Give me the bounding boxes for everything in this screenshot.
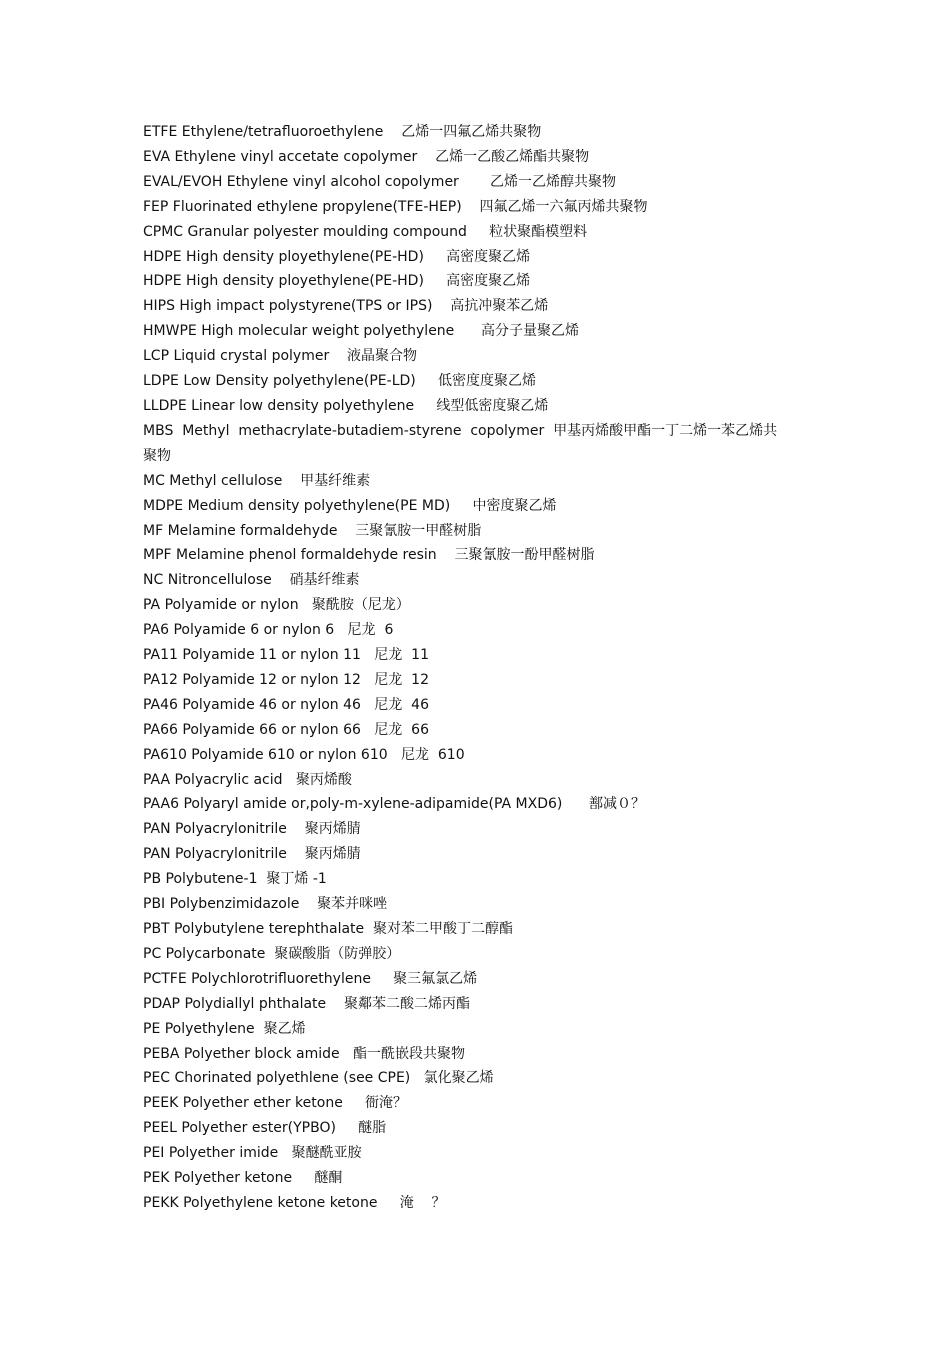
- list-item: PA Polyamide or nylon 聚酰胺（尼龙）: [143, 597, 410, 614]
- list-item: HIPS High impact polystyrene(TPS or IPS) 高抗冲聚苯乙烯: [143, 298, 549, 315]
- list-item: MBS Methyl methacrylate-butadiem-styrene copolymer 甲基丙烯酸甲酯一丁二烯一苯乙烯共聚物: [143, 422, 778, 464]
- list-item: MF Melamine formaldehyde 三聚氰胺一甲醛树脂: [143, 522, 482, 539]
- abbreviation-list: [143, 120, 783, 1216]
- list-item: PA6 Polyamide 6 or nylon 6 尼龙 6: [143, 622, 394, 639]
- list-item: PAA Polyacrylic acid 聚丙烯酸: [143, 771, 352, 788]
- list-item: PB Polybutene-1 聚丁烯 -1: [143, 871, 327, 888]
- list-item: LCP Liquid crystal polymer 液晶聚合物: [143, 348, 418, 365]
- list-item: PEEL Polyether ester(YPBO) 醚脂: [143, 1120, 387, 1137]
- list-item: PAA6 Polyaryl amide or,poly-m-xylene-adipamide(PA MXD6) 鄯减０？: [143, 796, 646, 813]
- list-item: PEKK Polyethylene ketone ketone 淹 ？: [143, 1194, 446, 1211]
- list-item: PA46 Polyamide 46 or nylon 46 尼龙 46: [143, 696, 429, 713]
- list-item: MC Methyl cellulose 甲基纤维素: [143, 472, 371, 489]
- list-item: MPF Melamine phenol formaldehyde resin 三聚氰胺一酚甲醛树脂: [143, 547, 595, 564]
- list-item: LLDPE Linear low density polyethylene 线型低密度聚乙烯: [143, 397, 549, 414]
- list-item: PAN Polyacrylonitrile 聚丙烯腈: [143, 846, 361, 863]
- list-item: PA12 Polyamide 12 or nylon 12 尼龙 12: [143, 671, 429, 688]
- list-item: MDPE Medium density polyethylene(PE MD) 中密度聚乙烯: [143, 497, 557, 514]
- list-item: PEI Polyether imide 聚醚酰亚胺: [143, 1145, 362, 1162]
- list-item: PEBA Polyether block amide 酯一酰嵌段共聚物: [143, 1045, 465, 1062]
- list-item: HMWPE High molecular weight polyethylene 高分子量聚乙烯: [143, 323, 579, 340]
- list-item: PBT Polybutylene terephthalate 聚对苯二甲酸丁二醇酯: [143, 921, 514, 937]
- list-item: PAN Polyacrylonitrile 聚丙烯腈: [143, 821, 361, 838]
- list-item: PEC Chorinated polyethlene (see CPE) 氯化聚乙烯: [143, 1070, 494, 1087]
- list-item: HDPE High density ployethylene(PE-HD) 高密度聚乙烯: [143, 248, 531, 265]
- list-item: ETFE Ethylene/tetrafluoroethylene 乙烯一四氟乙烯共聚物: [143, 124, 542, 140]
- list-item: EVAL/EVOH Ethylene vinyl alcohol copolymer 乙烯一乙烯醇共聚物: [143, 173, 616, 190]
- list-item: HDPE High density ployethylene(PE-HD) 高密度聚乙烯: [143, 273, 531, 290]
- list-item: PA610 Polyamide 610 or nylon 610 尼龙 610: [143, 746, 465, 763]
- list-item: PE Polyethylene 聚乙烯: [143, 1020, 306, 1037]
- list-item: PEK Polyether ketone 醚酮: [143, 1170, 343, 1187]
- list-item: PBI Polybenzimidazole 聚苯并咪唑: [143, 896, 388, 913]
- list-item: PA66 Polyamide 66 or nylon 66 尼龙 66: [143, 721, 429, 738]
- list-item: LDPE Low Density polyethylene(PE-LD) 低密度度聚乙烯: [143, 373, 536, 390]
- list-item: PEEK Polyether ether ketone 衙淹？: [143, 1095, 408, 1112]
- list-item: CPMC Granular polyester moulding compound 粒状聚酯模塑料: [143, 223, 588, 240]
- list-item: PC Polycarbonate 聚碳酸脂（防弹胶）: [143, 945, 401, 962]
- list-item: FEP Fluorinated ethylene propylene(TFE-HEP) 四氟乙烯一六氟丙烯共聚物: [143, 198, 648, 215]
- list-item: PCTFE Polychlorotrifluorethylene 聚三氟氯乙烯: [143, 970, 478, 987]
- list-item: NC Nitroncellulose 硝基纤维素: [143, 572, 360, 589]
- list-item: PA11 Polyamide 11 or nylon 11 尼龙 11: [143, 647, 429, 664]
- list-item: PDAP Polydiallyl phthalate 聚鄰苯二酸二烯丙酯: [143, 995, 470, 1012]
- list-item: EVA Ethylene vinyl accetate copolymer 乙烯一乙酸乙烯酯共聚物: [143, 148, 590, 165]
